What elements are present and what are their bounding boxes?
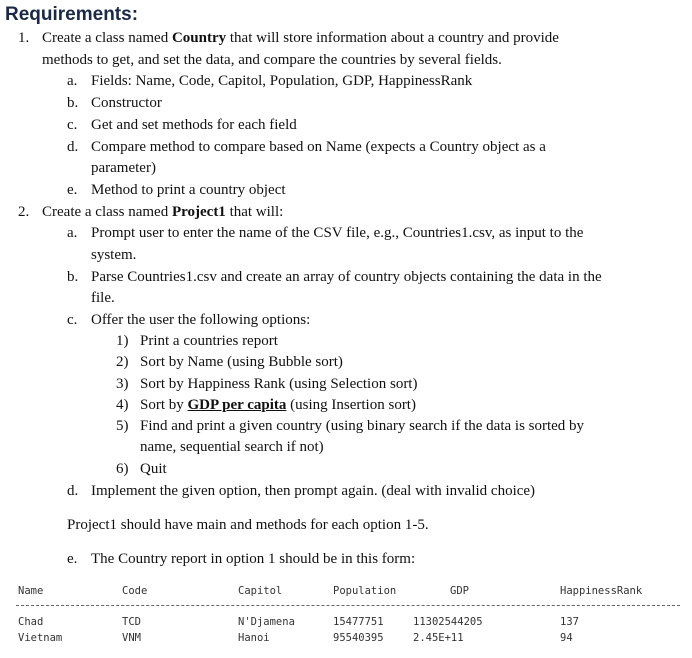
item-2b-marker: b. <box>67 269 79 285</box>
option-5-text-1: Find and print a given country (using binary search if the data is sorted by <box>140 418 585 434</box>
item-1d-marker: d. <box>67 139 79 155</box>
project1-note: Project1 should have main and methods for each option 1-5. <box>67 517 429 533</box>
option-6-text: Quit <box>140 461 167 477</box>
option-3-marker: 3) <box>116 376 129 392</box>
report-header-capitol: Capitol <box>238 585 283 597</box>
option-1-text: Print a countries report <box>140 333 278 349</box>
report-cell-code: TCD <box>122 616 141 628</box>
item-2d-marker: d. <box>67 483 79 499</box>
report-header-code: Code <box>122 585 148 597</box>
item-2a-text-2: system. <box>91 247 137 263</box>
item-1-number: 1. <box>18 30 30 46</box>
item-1-text: Create a class named <box>42 30 172 46</box>
option-4-text-post: (using Insertion sort) <box>286 397 416 413</box>
report-divider <box>16 605 680 606</box>
item-1b-marker: b. <box>67 95 79 111</box>
class-name-project1: Project1 <box>171 204 226 220</box>
report-header-gdp: GDP <box>450 585 469 597</box>
report-cell-happiness-rank: 94 <box>560 632 573 644</box>
item-1a-marker: a. <box>67 73 78 89</box>
option-2-text: Sort by Name (using Bubble sort) <box>140 354 343 370</box>
item-1e-marker: e. <box>67 182 78 198</box>
report-cell-name: Chad <box>18 616 44 628</box>
item-2-text: Create a class named <box>42 204 172 220</box>
item-2d-text: Implement the given option, then prompt again. (deal with invalid choice) <box>91 483 536 499</box>
item-2c-marker: c. <box>67 312 78 328</box>
page-title: Requirements: <box>5 4 139 25</box>
report-cell-gdp: 2.45E+11 <box>413 632 464 644</box>
item-1d-text-2: parameter) <box>91 160 156 176</box>
report-cell-name: Vietnam <box>18 632 63 644</box>
item-1d-text-1: Compare method to compare based on Name (expects a Country object as a <box>91 139 546 155</box>
option-4-marker: 4) <box>116 397 129 413</box>
item-2-text-rest: that will: <box>225 204 284 220</box>
item-2a-text-1: Prompt user to enter the name of the CSV file, e.g., Countries1.csv, as input to the <box>91 225 584 241</box>
gdp-per-capita-emphasis: GDP per capita <box>187 397 287 413</box>
report-cell-code: VNM <box>122 632 141 644</box>
option-5-text-2: name, sequential search if not) <box>140 439 324 455</box>
item-2e-text: The Country report in option 1 should be in this form: <box>91 551 416 567</box>
item-1c-text: Get and set methods for each field <box>91 117 297 133</box>
item-2e-marker: e. <box>67 551 78 567</box>
item-2c-text: Offer the user the following options: <box>91 312 311 328</box>
item-1b-text: Constructor <box>91 95 162 111</box>
report-cell-gdp: 11302544205 <box>413 616 483 628</box>
item-1-text-rest: that will store information about a country and provide <box>226 30 559 46</box>
option-5-marker: 5) <box>116 418 129 434</box>
report-cell-population: 95540395 <box>333 632 384 644</box>
item-2-line-1 <box>42 202 283 222</box>
report-cell-capitol: N'Djamena <box>238 616 295 628</box>
option-4-text <box>140 395 416 415</box>
item-2a-marker: a. <box>67 225 78 241</box>
report-header-population: Population <box>333 585 397 597</box>
item-1c-marker: c. <box>67 117 78 133</box>
item-1a-text: Fields: Name, Code, Capitol, Population, GDP, HappinessRank <box>91 73 473 89</box>
option-4-text-pre: Sort by <box>140 397 188 413</box>
report-cell-happiness-rank: 137 <box>560 616 579 628</box>
item-1-line-1 <box>42 28 559 48</box>
report-cell-population: 15477751 <box>333 616 384 628</box>
option-3-text: Sort by Happiness Rank (using Selection sort) <box>140 376 418 392</box>
option-6-marker: 6) <box>116 461 129 477</box>
item-2b-text-1: Parse Countries1.csv and create an array of country objects containing the data in the <box>91 269 602 285</box>
class-name-country: Country <box>171 30 227 46</box>
report-cell-capitol: Hanoi <box>238 632 270 644</box>
item-1e-text: Method to print a country object <box>91 182 286 198</box>
option-1-marker: 1) <box>116 333 129 349</box>
item-1-line-2: methods to get, and set the data, and compare the countries by several fields. <box>42 52 502 68</box>
report-header-happiness-rank: HappinessRank <box>560 585 643 597</box>
item-2b-text-2: file. <box>91 290 115 306</box>
report-header-name: Name <box>18 585 44 597</box>
option-2-marker: 2) <box>116 354 129 370</box>
item-2-number: 2. <box>18 204 30 220</box>
